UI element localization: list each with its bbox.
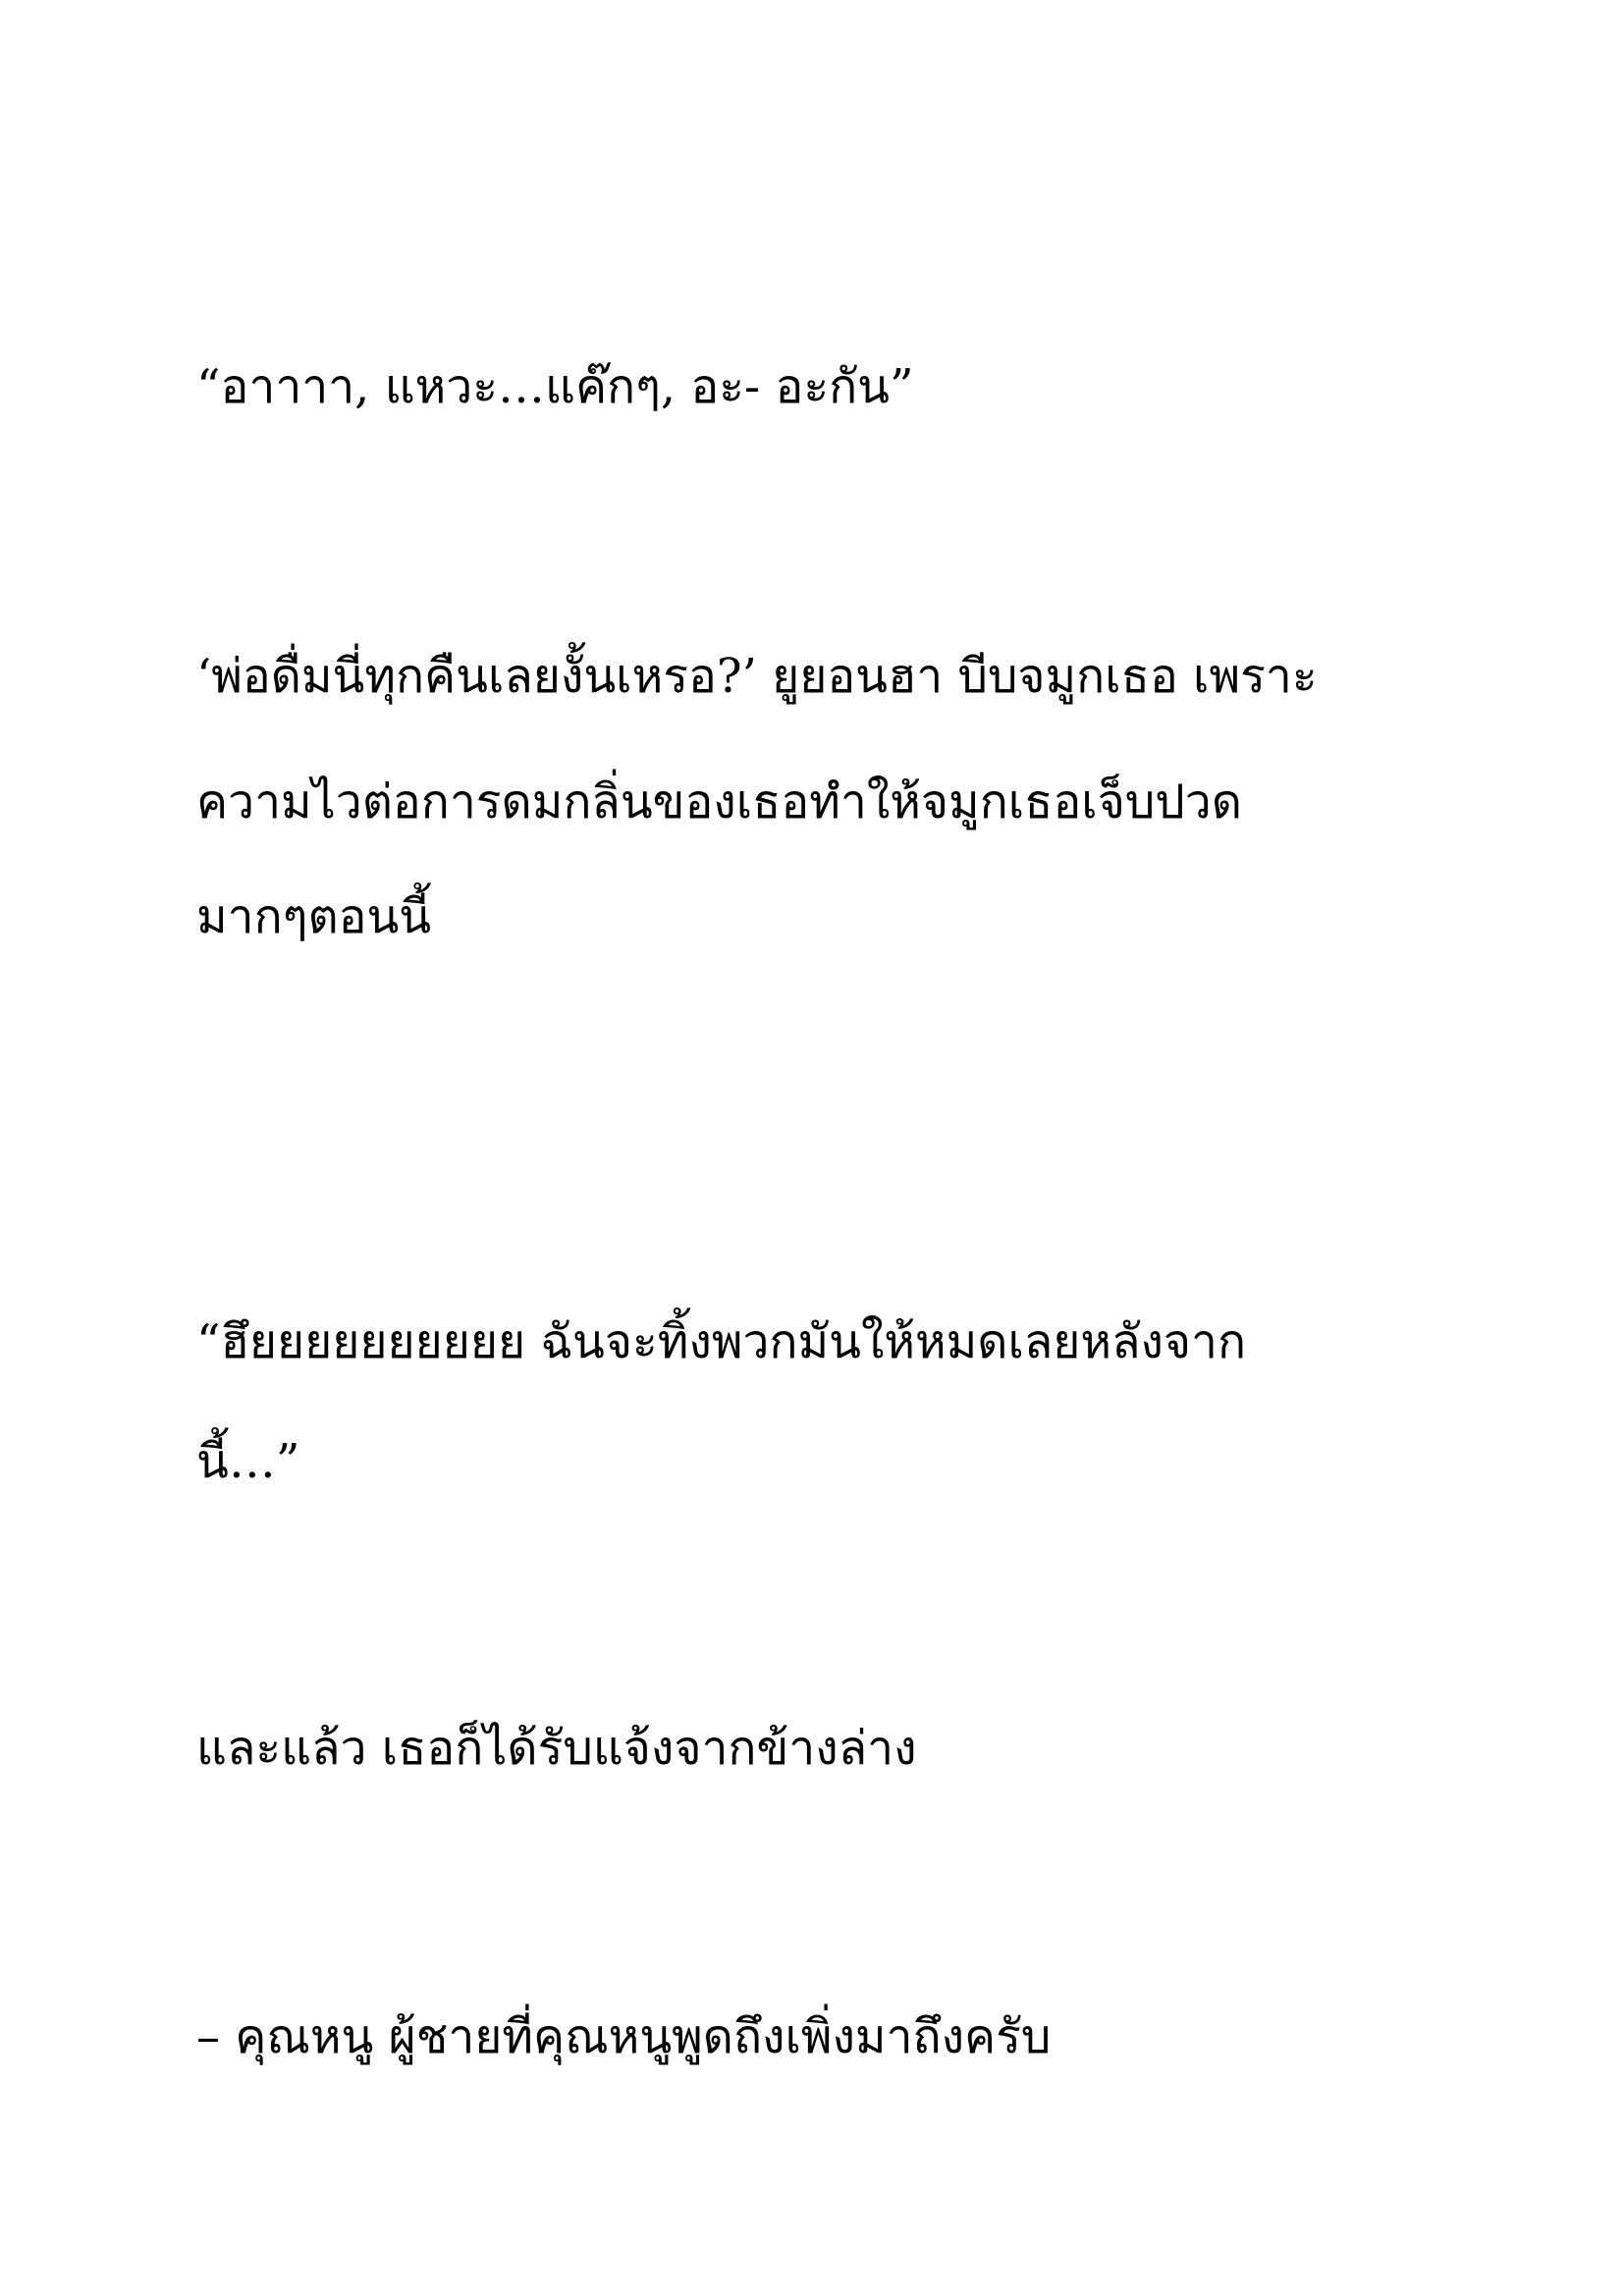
text-line: ‘พ่อดื่มนี่ทุกคืนเลยงั้นเหรอ?’ ยูยอนฮา บีบจมูกเธอ เพราะ — [196, 649, 1318, 704]
text-line: – คุณหนู ผู้ชายที่คุณหนูพูดถึงเพิ่งมาถึงครับ — [196, 2009, 1052, 2064]
text-line: และแล้ว เธอก็ได้รับแจ้งจากข้างล่าง — [196, 1721, 917, 1776]
text-line: ความไวต่อการดมกลิ่นของเธอทำให้จมูกเธอเจ็บปวด — [196, 774, 1242, 829]
text-line: มากๆตอนนี้ — [196, 889, 432, 944]
text-line: “ฮึยยยยยยยยยย ฉันจะทิ้งพวกมันให้หมดเลยหลังจาก — [196, 1314, 1247, 1369]
text-line: “อาาาา, แหวะ…แค๊กๆ, อะ- อะกัน” — [196, 359, 914, 414]
text-line: นี้…” — [196, 1434, 300, 1489]
